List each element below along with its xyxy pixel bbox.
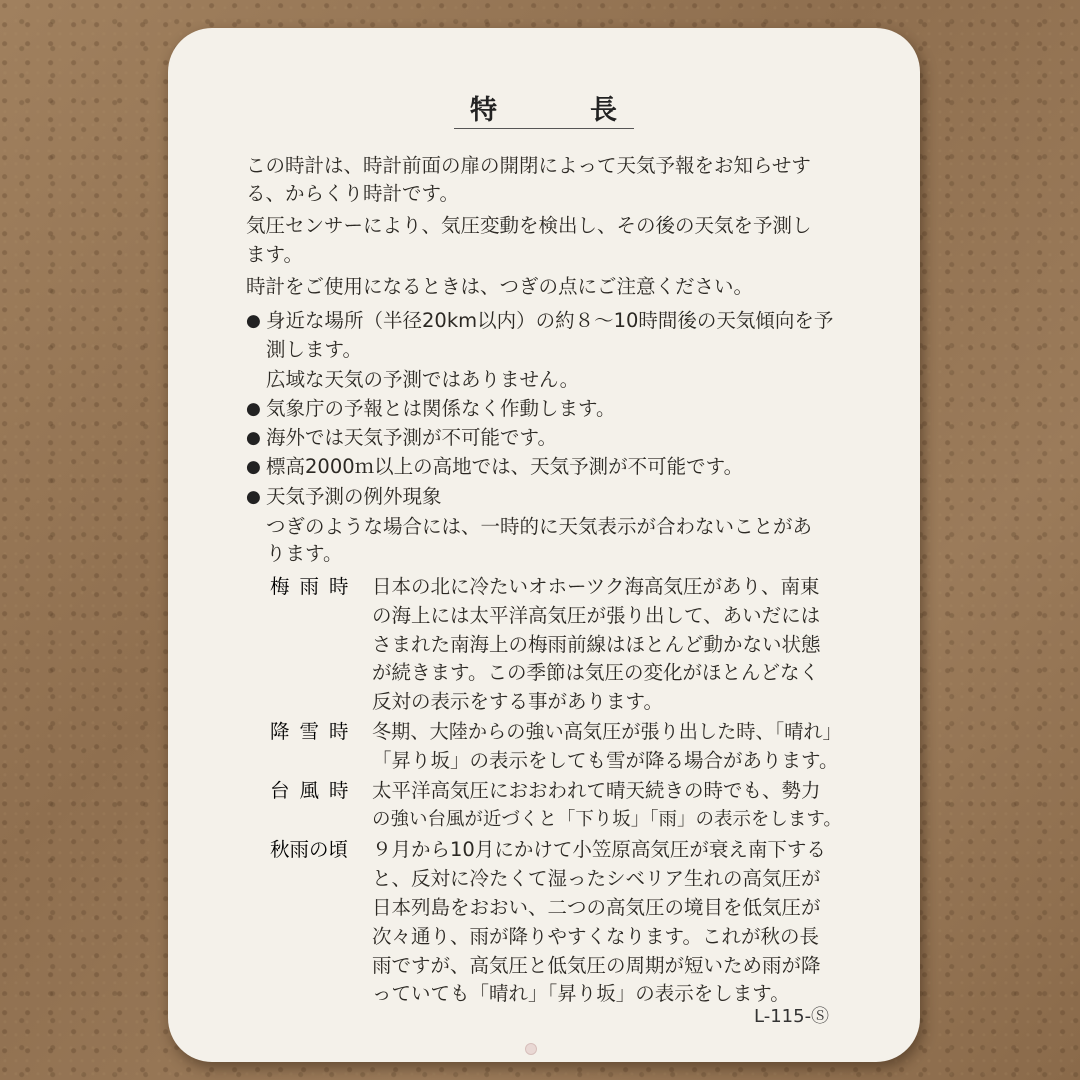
bullet-icon: ● [246, 487, 261, 507]
exception-label: 降雪時 [270, 720, 359, 743]
exception-line: っていても「晴れ」「昇り坂」の表示をします。 [372, 982, 790, 1005]
exception-line: が続きます。この季節は気圧の変化がほとんどなく [372, 661, 819, 684]
card-title [454, 84, 634, 129]
exception-label: 秋雨の頃 [270, 838, 349, 861]
exception-line: 雨ですが、高気圧と低気圧の周期が短いため雨が降 [372, 954, 821, 977]
note-line: 気象庁の予報とは関係なく作動します。 [266, 397, 616, 420]
exception-line: 反対の表示をする事があります。 [372, 690, 663, 713]
exception-line: 日本の北に冷たいオホーツク海高気圧があり、南東 [372, 575, 820, 598]
bullet-icon: ● [246, 399, 261, 419]
intro-line: この時計は、時計前面の扉の開閉によって天気予報をお知らせす [246, 154, 811, 177]
product-code: L-115-Ⓢ [754, 1006, 830, 1027]
exception-line: 冬期、大陸からの強い高気圧が張り出した時、「晴れ」 [372, 720, 842, 743]
exception-line: ９月から10月にかけて小笠原高気圧が衰え南下する [372, 838, 826, 861]
exception-line: さまれた南海上の梅雨前線はほとんど動かない状態 [372, 633, 821, 656]
bullet-icon: ● [246, 428, 261, 448]
note-line: 天気予測の例外現象 [266, 485, 442, 508]
bullet-icon: ● [246, 311, 261, 331]
note-line: 海外では天気予測が不可能です。 [266, 426, 557, 449]
note-line: 標高2000ｍ以上の高地では、天気予測が不可能です。 [266, 455, 744, 478]
exception-line: 「昇り坂」の表示をしても雪が降る場合があります。 [372, 749, 839, 772]
title-char-2: 長 [590, 95, 617, 126]
intro-line: る、からくり時計です。 [246, 182, 459, 205]
exception-line: 日本列島をおおい、二つの高気圧の境目を低気圧が [372, 896, 821, 919]
intro-line: ます。 [246, 243, 303, 266]
exception-line: と、反対に冷たくて湿ったシベリア生れの高気圧が [372, 867, 821, 890]
exception-line: の強い台風が近づくと「下り坂」「雨」の表示をします。 [372, 809, 842, 830]
exception-line: の海上には太平洋高気圧が張り出して、あいだには [372, 604, 821, 627]
exception-line: 次々通り、雨が降りやすくなります。これが秋の長 [372, 925, 819, 948]
pin-hole-mark [525, 1043, 537, 1055]
intro-line: 気圧センサーにより、気圧変動を検出し、その後の天気を予測し [246, 214, 812, 237]
note-line: ります。 [266, 542, 343, 565]
exception-label: 梅雨時 [270, 575, 359, 598]
exception-label: 台風時 [270, 779, 359, 802]
note-line: つぎのような場合には、一時的に天気表示が合わないことがあ [266, 515, 813, 538]
exception-line: 太平洋高気圧におおわれて晴天続きの時でも、勢力 [372, 779, 821, 802]
note-line: 広域な天気の予測ではありません。 [266, 368, 580, 391]
intro-line: 時計をご使用になるときは、つぎの点にご注意ください。 [246, 275, 754, 298]
note-line: 身近な場所（半径20km以内）の約８～10時間後の天気傾向を予 [266, 309, 834, 332]
title-char-1: 特 [470, 95, 497, 126]
bullet-icon: ● [246, 457, 261, 477]
note-line: 測します。 [266, 338, 362, 361]
